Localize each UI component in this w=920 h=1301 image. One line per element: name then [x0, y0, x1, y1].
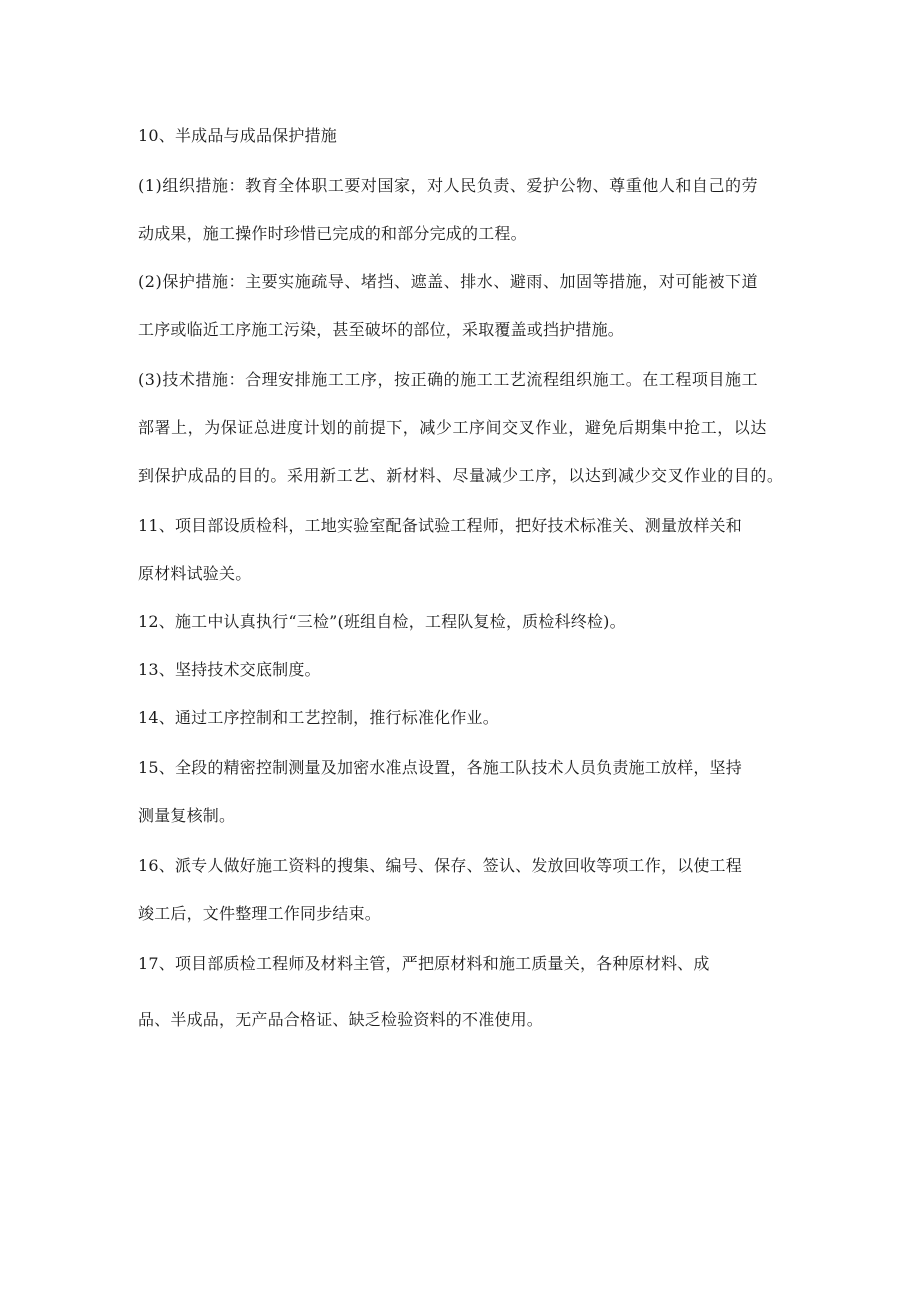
- paragraph-line: 竣工后，文件整理工作同步结束。: [138, 904, 382, 923]
- paragraph-line: 测量复核制。: [138, 806, 236, 825]
- item-line-15: 15、全段的精密控制测量及加密水准点设置，各施工队技术人员负责施工放样，坚持: [138, 758, 742, 777]
- section-heading-10: 10、半成品与成品保护措施: [138, 126, 337, 145]
- paragraph-line: 原材料试验关。: [138, 564, 252, 583]
- paragraph-line: 部署上，为保证总进度计划的前提下，减少工序间交叉作业，避免后期集中抢工，以达: [138, 418, 767, 437]
- paragraph-line: 到保护成品的目的。采用新工艺、新材料、尽量减少工序，以达到减少交叉作业的目的。: [138, 466, 784, 485]
- paragraph-line: 动成果，施工操作时珍惜已完成的和部分完成的工程。: [138, 224, 527, 243]
- item-line-16: 16、派专人做好施工资料的搜集、编号、保存、签认、发放回收等项工作，以使工程: [138, 856, 742, 875]
- paragraph-line: (3)技术措施：合理安排施工工序，按正确的施工工艺流程组织施工。在工程项目施工: [138, 370, 759, 389]
- paragraph-line: (1)组织措施：教育全体职工要对国家，对人民负责、爱护公物、尊重他人和自己的劳: [138, 176, 759, 195]
- paragraph-line: 品、半成品，无产品合格证、缺乏检验资料的不准使用。: [138, 1010, 544, 1029]
- item-line-14: 14、通过工序控制和工艺控制，推行标准化作业。: [138, 708, 499, 727]
- item-line-17: 17、项目部质检工程师及材料主管，严把原材料和施工质量关，各种原材料、成: [138, 954, 710, 973]
- item-line-12: 12、施工中认真执行“三检”(班组自检，工程队复检，质检科终检)。: [138, 612, 626, 631]
- item-line-13: 13、坚持技术交底制度。: [138, 660, 321, 679]
- paragraph-line: (2)保护措施：主要实施疏导、堵挡、遮盖、排水、避雨、加固等措施，对可能被下道: [138, 272, 759, 291]
- item-line-11: 11、项目部设质检科，工地实验室配备试验工程师，把好技术标准关、测量放样关和: [138, 516, 742, 535]
- paragraph-line: 工序或临近工序施工污染，甚至破坏的部位，采取覆盖或挡护措施。: [138, 320, 625, 339]
